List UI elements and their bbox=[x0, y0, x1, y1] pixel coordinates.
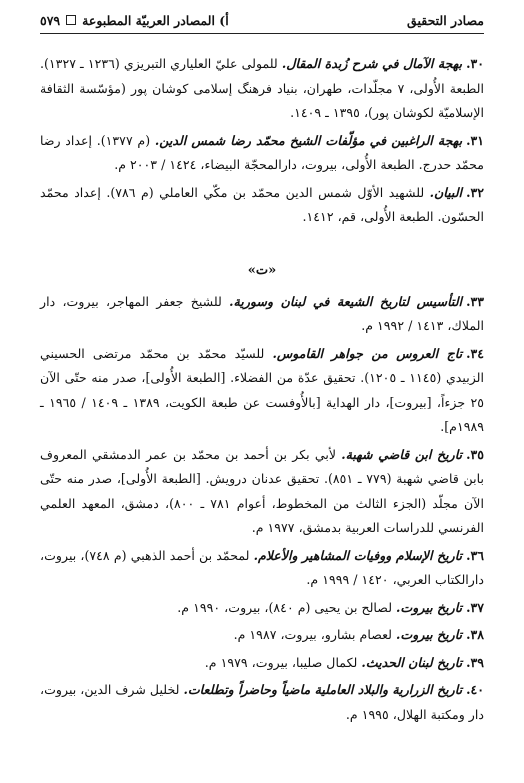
section-title: مصادر التحقيق bbox=[407, 12, 484, 28]
entry-number: ٣٣. bbox=[466, 293, 484, 309]
bibliography-entry bbox=[40, 596, 484, 621]
entry-number: ٣١. bbox=[466, 132, 484, 148]
entry-title: تاريخ الزرارية والبلاد العاملية ماضياً وحاضراً وتطلعات. bbox=[183, 682, 463, 697]
bibliography-entry bbox=[40, 342, 484, 440]
entry-text: لخليل شرف الدين، بيروت، دار ومكتبة الهلال، ١٩٩٥ م. bbox=[40, 682, 484, 722]
bibliography-entry bbox=[40, 290, 484, 339]
entry-number: ٣٥. bbox=[466, 446, 484, 462]
entry-number: ٤٠. bbox=[466, 682, 485, 697]
section-heading: «ت» bbox=[247, 262, 277, 278]
entry-number: ٣٦. bbox=[466, 547, 484, 563]
bibliography-entry bbox=[40, 181, 484, 230]
entry-text: لصالح بن يحيى (م ٨٤٠)، بيروت، ١٩٩٠ م. bbox=[177, 599, 393, 615]
entry-number: ٣٩. bbox=[466, 654, 484, 670]
entry-title: التأسيس لتاريخ الشيعة في لبنان وسورية. bbox=[229, 293, 463, 309]
entry-text: (م ١٣٧٧). إعداد رضا محمّد حدرج. الطبعة الأُولى، بيروت، دارالمحجّة البيضاء، ١٤٢٤ / ٢٠٠٣ م. bbox=[40, 132, 484, 172]
running-header bbox=[40, 10, 484, 34]
bibliography-entry bbox=[40, 129, 484, 178]
entry-text: لمحمّد بن أحمد الذهبي (م ٧٤٨)، بيروت، دارالكتاب العربي، ١٤٢٠ / ١٩٩٩ م. bbox=[40, 547, 484, 587]
entry-text: للمولى عليّ العلياري التبريزي (١٢٣٦ ـ ١٣٢٧). الطبعة الأُولى، ٧ مجلّدات، طهران، بنياد فرهنگ إسلامی کوشان پور (مؤسّسة الثقافة الإسلاميّة لكوشان پور)، ١٣٩٥ ـ ١٤٠٩. bbox=[40, 56, 484, 120]
entry-title: بهجة الآمال في شرح زُبدة المقال. bbox=[281, 56, 463, 71]
bibliography-entry bbox=[40, 443, 484, 541]
bibliography-entry bbox=[40, 52, 484, 126]
entry-number: ٣٠. bbox=[466, 56, 484, 71]
entry-number: ٣٧. bbox=[466, 599, 484, 615]
entry-text: للشيخ جعفر المهاجر، بيروت، دار الملاك، ١٤١٣ / ١٩٩٢ م. bbox=[40, 293, 484, 333]
entry-title: تاريخ بيروت. bbox=[396, 599, 463, 615]
entry-number: ٣٤. bbox=[466, 345, 484, 361]
chapter-title: أ) المصادر العربيّة المطبوعة bbox=[82, 12, 229, 28]
entries-list-before bbox=[40, 52, 484, 230]
entry-text: للشهيد الأوّل شمس الدين محمّد بن مكّي العاملي (م ٧٨٦). إعداد محمّد الحسّون. الطبعة الأُولى، قم، ١٤١٢. bbox=[40, 184, 484, 224]
entry-title: البيان. bbox=[429, 184, 463, 200]
bibliography-entry bbox=[40, 678, 484, 727]
page-number: ٥٧٩ bbox=[40, 12, 61, 28]
entry-text: لكمال صليبا، بيروت، ١٩٧٩ م. bbox=[204, 654, 358, 670]
bibliography-entry bbox=[40, 544, 484, 593]
entry-number: ٣٢. bbox=[466, 184, 484, 200]
square-ornament-icon bbox=[66, 15, 76, 25]
entries-list-after bbox=[40, 290, 484, 728]
entry-title: تاج العروس من جواهر القاموس. bbox=[272, 345, 463, 361]
bibliography-entry bbox=[40, 623, 484, 648]
entry-title: تاريخ لبنان الحديث. bbox=[361, 654, 463, 670]
entry-title: بهجة الراغبين في مؤلّفات الشيخ محمّد رضا شمس الدين. bbox=[154, 132, 463, 148]
chapter-header bbox=[40, 13, 229, 28]
entry-number: ٣٨. bbox=[466, 627, 484, 642]
entry-text: للسيّد محمّد بن محمّد مرتضى الحسيني الزبيدي (١١٤٥ ـ ١٢٠٥). تحقيق عدّة من الفضلاء. [الطبعة الأُولى]، صدر منه حتّى الآن ٢٥ جزءاً، [بيروت]، دار الهداية [بالأُوفست عن طبعة الكويت، ١٣٨٩ ـ ١٤٠٩ / ١٩٦٥ ـ ١٩٨٩م]. bbox=[40, 345, 485, 434]
bibliography-entry bbox=[40, 651, 484, 676]
entry-title: تاريخ الإسلام ووفيات المشاهير والأعلام. bbox=[253, 547, 463, 563]
entry-text: لأبي بكر بن أحمد بن محمّد بن عمر الدمشقي المعروف بابن قاضي شهبة (٧٧٩ ـ ٨٥١). تحقيق عدنان درويش. [الطبعة الأُولى]، صدر منه حتّى الآن مجلّد (الجزء الثالث من المخطوط، أعوام ٧٨١ ـ ٨٠٠)، دمشق، المعهد العلمي الفرنسي للدراسات العربية بدمشق، ١٩٧٧ م. bbox=[40, 446, 484, 535]
entry-title: تاريخ بيروت. bbox=[396, 627, 463, 642]
entry-text: لعصام بشارو، بيروت، ١٩٨٧ م. bbox=[233, 627, 393, 642]
entry-title: تاريخ ابن قاضي شهبة. bbox=[341, 446, 463, 462]
